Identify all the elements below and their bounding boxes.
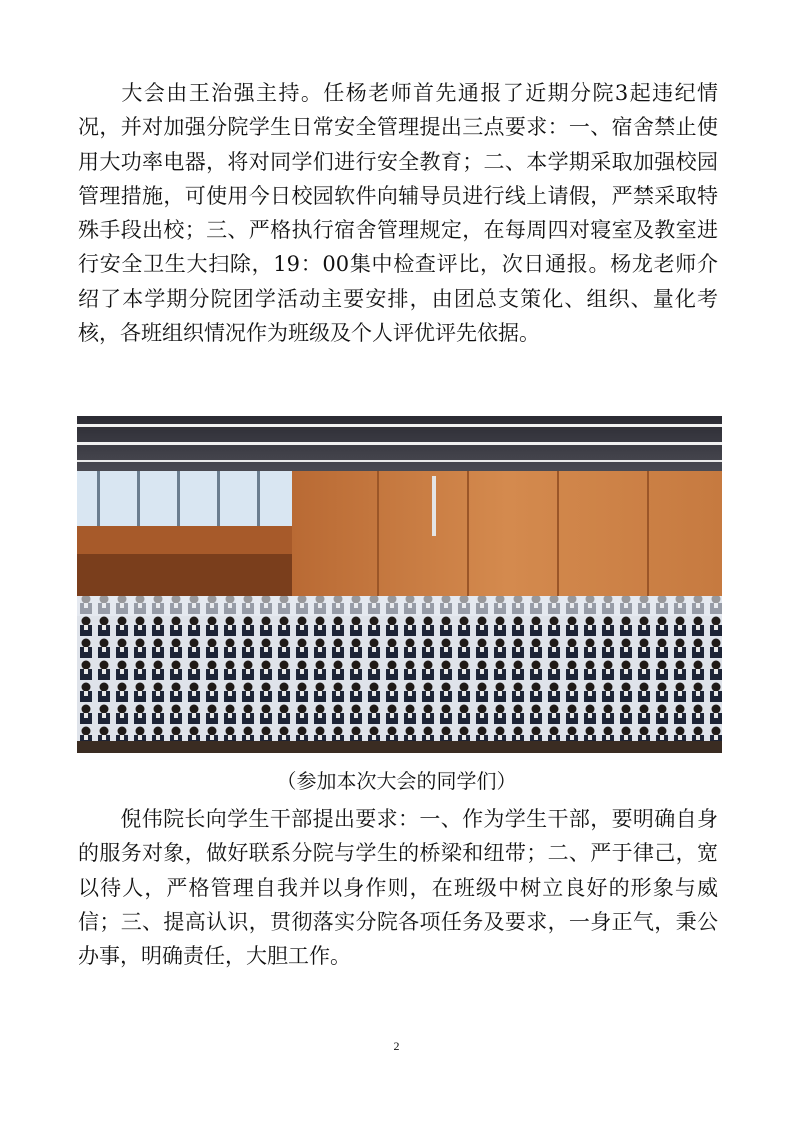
photo-caption: （参加本次大会的同学们） [276, 769, 517, 793]
paragraph-meeting-report [78, 76, 718, 350]
paragraph-2-text: 倪伟院长向学生干部提出要求：一、作为学生干部，要明确自身的服务对象，做好联系分院与学生的桥梁和纽带；二、严于律己，宽以待人，严格管理自我并以身作则，在班级中树立良好的形象与威信；三、提高认识，贯彻落实分院各项任务及要求，一身正气，秉公办事，明确责任，大胆工作。 [78, 807, 718, 969]
paragraph-dean-requirements [78, 802, 718, 973]
paragraph-1-text: 大会由王治强主持。任杨老师首先通报了近期分院3起违纪情况，并对加强分院学生日常安全管理提出三点要求：一、宿舍禁止使用大功率电器，将对同学们进行安全教育；二、本学期采取加强校园管理措施，可使用今日校园软件向辅导员进行线上请假，严禁采取特殊手段出校；三、严格执行宿舍管理规定，在每周四对寝室及教室进行安全卫生大扫除，19：00集中检查评比，次日通报。杨龙老师介绍了本学期分院团学活动主要安排，由团总支策化、组织、量化考核，各班组织情况作为班级及个人评优评先依据。 [78, 81, 718, 346]
meeting-photo [77, 416, 722, 753]
page-number: 2 [393, 1039, 400, 1053]
